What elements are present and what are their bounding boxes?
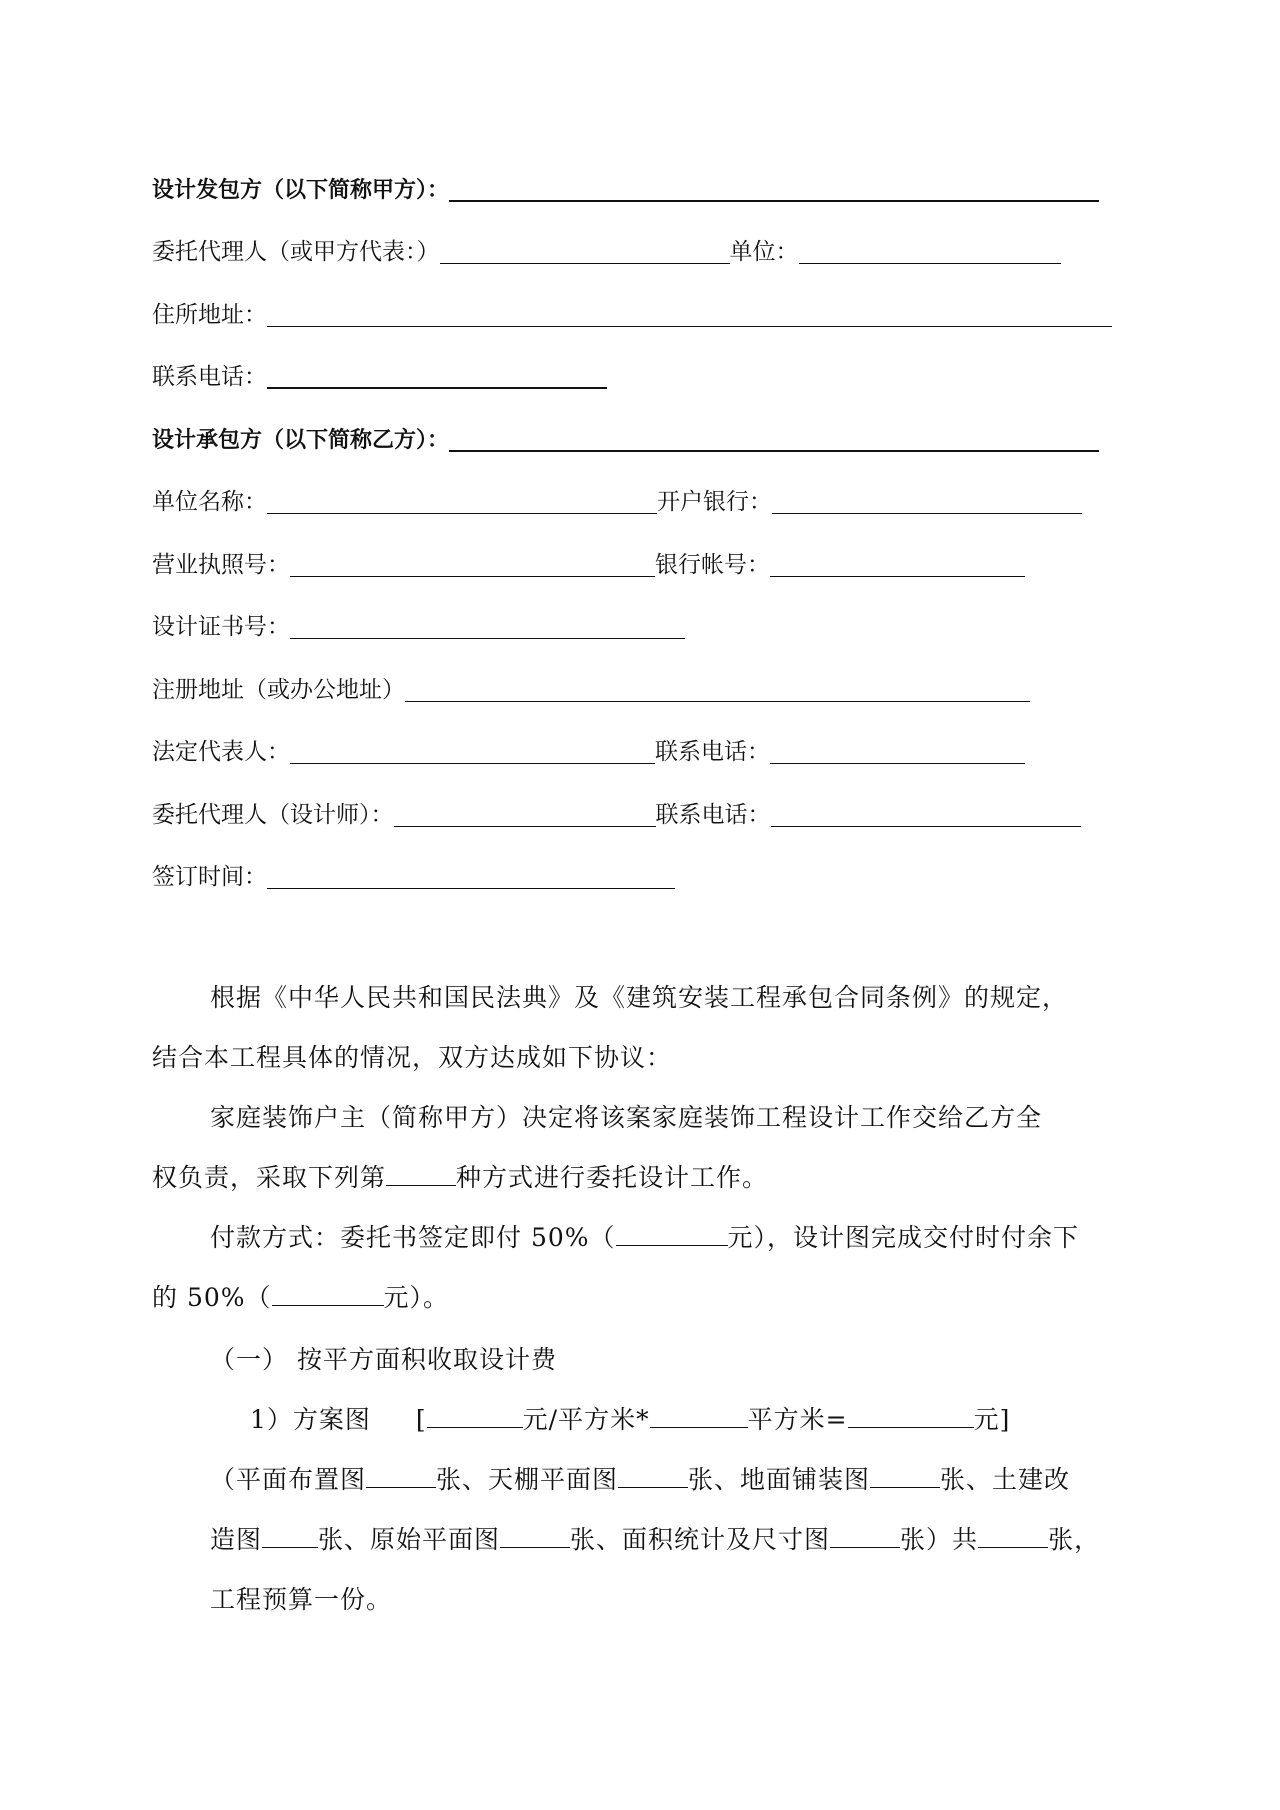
section1-heading: （一） 按平方面积收取设计费	[210, 1345, 557, 1374]
original-plan-count-blank[interactable]	[500, 1525, 570, 1548]
para2-line2	[152, 1158, 768, 1194]
party-b-license-row	[152, 543, 1025, 579]
party-b-heading-row	[152, 418, 1099, 454]
party-b-phone-label-2: 联系电话：	[655, 802, 771, 828]
floor-plan-count-blank[interactable]	[870, 1465, 940, 1488]
party-b-cert-blank[interactable]	[290, 616, 685, 639]
unit-price-blank[interactable]	[427, 1405, 523, 1428]
party-a-address-label: 住所地址：	[152, 302, 267, 328]
item1-line3	[210, 1520, 1100, 1556]
party-b-heading: 设计承包方（以下简称乙方）：	[152, 428, 450, 453]
party-b-reg-address-row	[152, 668, 1030, 704]
party-b-designer-blank[interactable]	[394, 804, 656, 827]
party-b-phone-label-1: 联系电话：	[655, 739, 770, 765]
party-a-heading-row	[152, 168, 1099, 204]
final-payment-blank[interactable]	[272, 1283, 384, 1306]
para2-line2-b: 种方式进行委托设计工作。	[456, 1163, 769, 1192]
party-b-sign-time-row	[152, 855, 675, 891]
party-a-phone-blank[interactable]	[267, 365, 607, 389]
method-number-blank[interactable]	[386, 1163, 456, 1186]
item1-d: 平方米=	[747, 1405, 848, 1434]
party-b-cert-row	[152, 605, 685, 641]
party-a-agent-blank[interactable]	[440, 241, 730, 264]
party-b-legal-rep-blank[interactable]	[290, 741, 655, 764]
party-b-reg-address-label: 注册地址（或办公地址）	[152, 677, 405, 703]
renovation-plan-count-blank[interactable]	[262, 1525, 318, 1548]
party-a-address-row	[152, 293, 1112, 329]
para3-line1-b: 元），设计图完成交付时付余下	[727, 1223, 1080, 1252]
para3-line2	[152, 1278, 449, 1314]
party-a-agent-label: 委托代理人（或甲方代表：）	[152, 239, 440, 265]
party-b-legal-rep-label: 法定代表人：	[152, 739, 290, 765]
party-b-bank-blank[interactable]	[772, 491, 1082, 514]
para1-line1: 根据《中华人民共和国民法典》及《建筑安装工程承包合同条例》的规定，	[210, 983, 1069, 1012]
para2-line2-a: 权负责，采取下列第	[152, 1163, 387, 1192]
para3-line1	[210, 1218, 1079, 1254]
item1-l3-e: 张，	[1048, 1525, 1101, 1554]
party-b-unit-name-blank[interactable]	[267, 491, 657, 514]
party-b-designer-row	[152, 793, 1081, 829]
party-b-designer-label: 委托代理人（设计师）：	[152, 802, 394, 828]
party-b-cert-label: 设计证书号：	[152, 614, 290, 640]
party-b-unit-row	[152, 480, 1082, 516]
item1-c: 元/平方米*	[522, 1405, 650, 1434]
para3-line2-a: 的 50%（	[152, 1283, 272, 1312]
party-b-legal-rep-row	[152, 730, 1025, 766]
party-b-sign-time-label: 签订时间：	[152, 864, 267, 890]
first-payment-blank[interactable]	[616, 1223, 728, 1246]
para3-line2-b: 元）。	[383, 1283, 450, 1312]
total-fee-blank[interactable]	[848, 1405, 974, 1428]
party-b-account-blank[interactable]	[770, 554, 1025, 577]
item1-e: 元]	[973, 1405, 1011, 1434]
para1-line2: 结合本工程具体的情况，双方达成如下协议：	[152, 1043, 673, 1072]
dimension-plan-count-blank[interactable]	[830, 1525, 900, 1548]
party-a-unit-blank[interactable]	[799, 241, 1061, 264]
item1-l2-d: 张、土建改	[940, 1465, 1071, 1494]
party-a-unit-label: 单位：	[729, 239, 799, 265]
party-b-bank-label: 开户银行：	[657, 489, 772, 515]
party-b-account-label: 银行帐号：	[655, 552, 770, 578]
party-b-license-label: 营业执照号：	[152, 552, 290, 578]
para2-line1: 家庭装饰户主（简称甲方）决定将该案家庭装饰工程设计工作交给乙方全	[210, 1103, 1043, 1132]
item1-l3-b: 张、原始平面图	[318, 1525, 501, 1554]
item1-line2	[210, 1460, 1070, 1496]
layout-plan-count-blank[interactable]	[366, 1465, 436, 1488]
para3-line1-a: 付款方式：委托书签定即付 50%（	[210, 1223, 616, 1252]
party-b-phone-blank-2[interactable]	[771, 804, 1081, 827]
total-sheets-blank[interactable]	[978, 1525, 1048, 1548]
party-b-sign-time-blank[interactable]	[267, 866, 675, 889]
party-a-agent-row	[152, 230, 1061, 266]
item1-b: [	[415, 1405, 427, 1434]
ceiling-plan-count-blank[interactable]	[618, 1465, 688, 1488]
item1-l2-c: 张、地面铺装图	[688, 1465, 871, 1494]
party-b-phone-blank-1[interactable]	[770, 741, 1025, 764]
item1-l2-a: （平面布置图	[210, 1465, 367, 1494]
party-a-name-blank[interactable]	[449, 178, 1099, 202]
item1-a: 1）方案图	[250, 1405, 371, 1434]
party-b-reg-address-blank[interactable]	[405, 679, 1030, 702]
item1-l3-c: 张、面积统计及尺寸图	[570, 1525, 831, 1554]
item1-l3-d: 张）共	[900, 1525, 979, 1554]
party-a-phone-label: 联系电话：	[152, 364, 267, 390]
item1-line4: 工程预算一份。	[210, 1585, 393, 1614]
area-blank[interactable]	[650, 1405, 748, 1428]
party-a-heading: 设计发包方（以下简称甲方）：	[152, 178, 450, 203]
party-b-name-blank[interactable]	[449, 428, 1099, 452]
item1-l3-a: 造图	[210, 1525, 263, 1554]
party-a-address-blank[interactable]	[267, 304, 1112, 327]
party-b-unit-name-label: 单位名称：	[152, 489, 267, 515]
item1-l2-b: 张、天棚平面图	[436, 1465, 619, 1494]
item1-line1	[250, 1400, 1010, 1436]
party-b-license-blank[interactable]	[290, 554, 655, 577]
party-a-phone-row	[152, 355, 607, 391]
